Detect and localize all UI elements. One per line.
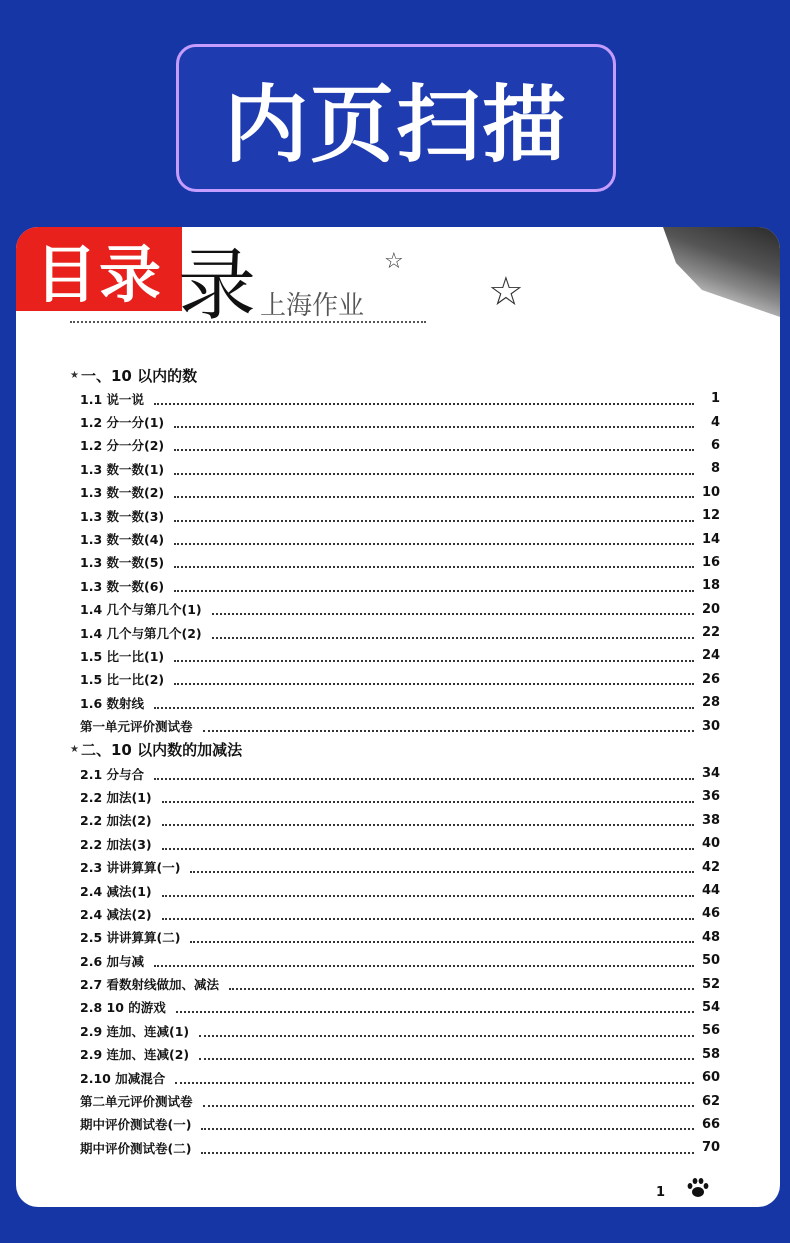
toc-entry-page: 16: [702, 554, 721, 570]
toc-entry: [70, 1113, 720, 1136]
dot-leader: [212, 603, 694, 615]
toc-entry-label: 2.9 连加、连减(2): [80, 1047, 190, 1063]
toc-entry-page: 34: [702, 766, 721, 782]
toc-entry-page: 56: [702, 1023, 721, 1039]
toc-entry: [70, 1066, 720, 1089]
dot-leader: [199, 1048, 694, 1060]
toc-entry-page: 46: [702, 906, 721, 922]
toc-entry-label: 2.4 减法(1): [80, 883, 152, 899]
star-outline-icon: ☆: [384, 249, 404, 274]
dot-leader: [175, 1072, 694, 1084]
toc-section-heading: [70, 363, 720, 387]
toc-entry: [70, 481, 720, 504]
toc-entry-label: 1.2 分一分(2): [80, 438, 165, 454]
toc-entry-page: 12: [702, 508, 721, 524]
dot-leader: [203, 720, 694, 732]
toc-entry: [70, 714, 720, 737]
dot-leader: [162, 908, 694, 920]
dot-leader: [212, 627, 694, 639]
toc-section-title: 一、10 以内的数: [80, 366, 198, 385]
toc-entry: [70, 504, 720, 527]
toc-entry-label: 2.4 减法(2): [80, 906, 152, 922]
dot-leader: [174, 556, 694, 568]
toc-entry-page: 10: [702, 484, 721, 500]
toc-entry-label: 1.3 数一数(2): [80, 485, 165, 501]
dot-leader: [154, 768, 694, 780]
toc-entry-label: 2.2 加法(3): [80, 836, 152, 852]
toc-entry: [70, 785, 720, 808]
dot-leader: [162, 838, 694, 850]
toc-entry-page: 42: [702, 859, 721, 875]
corner-illustration: [650, 227, 780, 317]
toc-entry-page: 24: [702, 648, 721, 664]
toc-entry-label: 2.2 加法(1): [80, 789, 152, 805]
toc-entry-label: 1.5 比一比(1): [80, 648, 165, 664]
toc-entry-label: 1.3 数一数(1): [80, 461, 165, 477]
toc-section-heading: [70, 738, 720, 762]
dot-leader: [174, 673, 694, 685]
toc-tag: [16, 227, 182, 311]
dot-leader: [154, 955, 694, 967]
star-outline-icon: ☆: [488, 269, 524, 315]
toc-entry-page: 58: [702, 1046, 721, 1062]
toc-entry: [70, 1136, 720, 1159]
toc-entry-label: 2.6 加与减: [80, 953, 144, 969]
toc-entry: [70, 949, 720, 972]
header-banner: [176, 44, 616, 192]
toc-entry-label: 1.3 数一数(3): [80, 508, 165, 524]
dot-leader: [201, 1142, 694, 1154]
toc-entry-page: 14: [702, 531, 721, 547]
toc-entry-label: 第二单元评价测试卷: [80, 1094, 193, 1110]
toc-entry: [70, 644, 720, 667]
toc-entry: [70, 574, 720, 597]
toc-entry-page: 70: [702, 1140, 721, 1156]
toc-entry-page: 6: [710, 437, 720, 453]
toc-entry: [70, 926, 720, 949]
toc-entry: [70, 972, 720, 995]
toc-entry: [70, 621, 720, 644]
toc-entry-label: 1.4 几个与第几个(1): [80, 602, 202, 618]
star-icon: ★: [70, 369, 79, 381]
dot-leader: [174, 533, 694, 545]
paw-icon: [686, 1177, 710, 1199]
toc-entry-page: 26: [702, 671, 721, 687]
dot-leader: [174, 510, 694, 522]
toc-entry-label: 2.5 讲讲算算(二): [80, 930, 181, 946]
toc-entry-page: 20: [702, 601, 721, 617]
toc-entry-label: 1.2 分一分(1): [80, 415, 165, 431]
toc-entry-page: 66: [702, 1116, 721, 1132]
toc-entry-label: 1.3 数一数(5): [80, 555, 165, 571]
dot-leader: [201, 1118, 694, 1130]
toc-entry: [70, 527, 720, 550]
toc-entry-page: 52: [702, 976, 721, 992]
toc-entry: [70, 598, 720, 621]
toc-entry: [70, 410, 720, 433]
toc-entry: [70, 434, 720, 457]
dot-leader: [190, 931, 694, 943]
toc-entry: [70, 879, 720, 902]
dot-leader: [174, 650, 694, 662]
toc-entry-label: 2.3 讲讲算算(一): [80, 860, 181, 876]
toc-entry: [70, 1089, 720, 1112]
dot-leader: [174, 580, 694, 592]
toc-entry-label: 1.5 比一比(2): [80, 672, 165, 688]
dot-leader: [174, 463, 694, 475]
toc-entry-page: 8: [710, 461, 720, 477]
dot-leader: [174, 439, 694, 451]
toc-entry: [70, 457, 720, 480]
dot-leader: [199, 1025, 694, 1037]
toc-entry-label: 期中评价测试卷(一): [80, 1117, 192, 1133]
toc-entry-page: 4: [710, 414, 720, 430]
toc-entry-label: 2.7 看数射线做加、减法: [80, 977, 219, 993]
dot-leader: [190, 861, 694, 873]
dot-leader: [154, 393, 694, 405]
toc-entry-label: 2.2 加法(2): [80, 813, 152, 829]
dot-leader: [174, 416, 694, 428]
dot-leader: [229, 978, 694, 990]
toc-entry: [70, 668, 720, 691]
dot-leader: [203, 1095, 694, 1107]
page-heading-char: 录: [178, 241, 257, 331]
toc-entry-page: 36: [702, 789, 721, 805]
toc-entry-page: 1: [710, 391, 720, 407]
star-icon: ★: [70, 744, 79, 756]
toc-section-title: 二、10 以内数的加减法: [80, 741, 243, 760]
toc-entry-label: 第一单元评价测试卷: [80, 719, 193, 735]
toc-entry: [70, 809, 720, 832]
toc-entry-page: 38: [702, 812, 721, 828]
toc-entry-label: 2.10 加减混合: [80, 1070, 166, 1086]
dot-leader: [162, 885, 694, 897]
toc-entry: [70, 387, 720, 410]
toc-entry: [70, 691, 720, 714]
toc-entry-label: 1.3 数一数(4): [80, 532, 165, 548]
toc-entry: [70, 996, 720, 1019]
toc-entry-page: 54: [702, 999, 721, 1015]
toc-entry: [70, 1043, 720, 1066]
dot-leader: [176, 1001, 694, 1013]
toc-entry: [70, 551, 720, 574]
dot-leader: [162, 791, 694, 803]
toc-entry: [70, 855, 720, 878]
page-subtitle: 上海作业: [260, 291, 365, 321]
dot-leader: [174, 486, 694, 498]
toc-entry: [70, 1019, 720, 1042]
toc-entry-page: 48: [702, 929, 721, 945]
toc-entry-page: 50: [702, 953, 721, 969]
toc-page: [16, 227, 780, 1207]
toc-entry-page: 28: [702, 695, 721, 711]
toc-tag-label: 目录: [34, 237, 163, 311]
toc-entry-label: 1.4 几个与第几个(2): [80, 625, 202, 641]
toc-entry-label: 2.1 分与合: [80, 766, 144, 782]
toc-entry-label: 1.6 数射线: [80, 695, 144, 711]
toc-entry: [70, 762, 720, 785]
page-number: 1: [656, 1185, 666, 1200]
toc-entry-label: 2.8 10 的游戏: [80, 1000, 166, 1016]
toc-entry-page: 60: [702, 1070, 721, 1086]
toc-entry: [70, 832, 720, 855]
toc-entry: [70, 902, 720, 925]
banner-title: 内页扫描: [223, 75, 568, 174]
toc-entry-label: 期中评价测试卷(二): [80, 1140, 192, 1156]
toc-entry-page: 30: [702, 718, 721, 734]
toc-entry-page: 22: [702, 625, 721, 641]
toc-entry-page: 18: [702, 578, 721, 594]
table-of-contents: [70, 363, 720, 1160]
toc-entry-label: 2.9 连加、连减(1): [80, 1023, 190, 1039]
toc-entry-page: 44: [702, 883, 721, 898]
toc-entry-label: 1.3 数一数(6): [80, 578, 165, 594]
toc-entry-page: 62: [702, 1093, 721, 1109]
dot-leader: [162, 814, 694, 826]
toc-entry-page: 40: [702, 836, 721, 852]
dot-leader: [154, 697, 694, 709]
toc-entry-label: 1.1 说一说: [80, 391, 144, 407]
header-divider: [70, 321, 426, 323]
